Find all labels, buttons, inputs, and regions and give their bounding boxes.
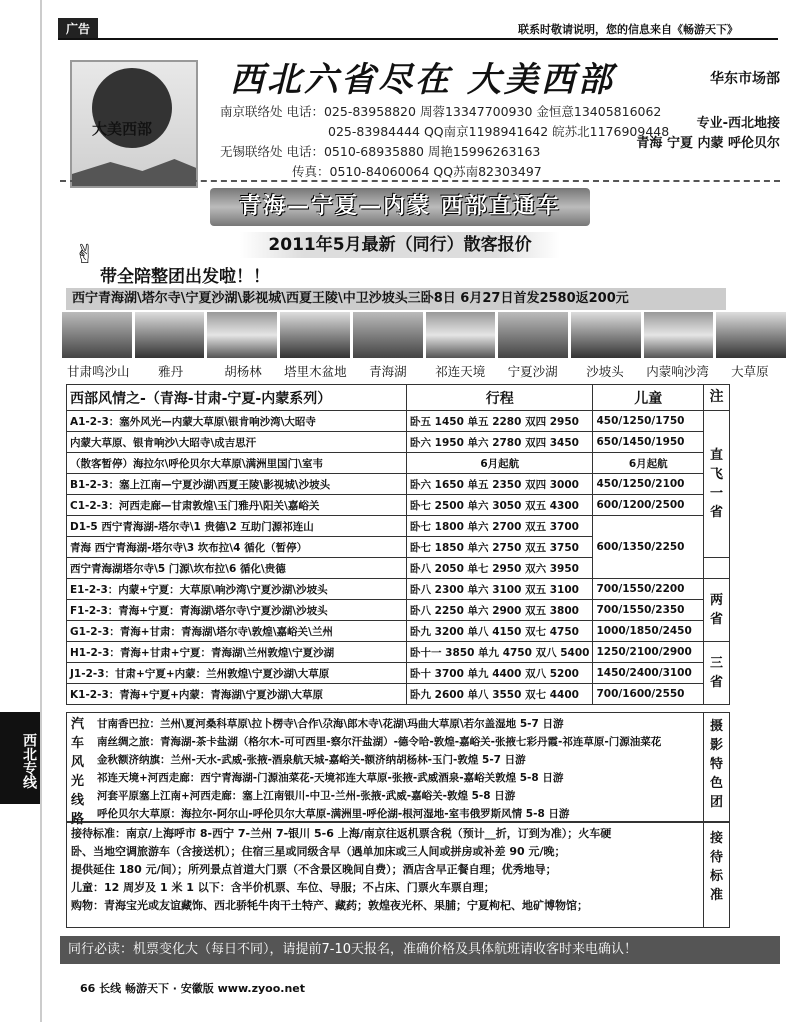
photo: [426, 312, 496, 358]
cell: C1-2-3：河西走廊—甘肃敦煌\玉门雅丹\阳关\嘉峪关: [67, 495, 407, 516]
note-blank: [704, 558, 730, 579]
banner-subtitle: 2011年5月最新（同行）散客报价: [240, 232, 560, 258]
col-itinerary: 行程: [407, 385, 593, 411]
photo: [353, 312, 423, 358]
cell: 卧六 1650 单五 2350 双四 3000: [407, 474, 593, 495]
table-row: [67, 621, 730, 642]
hand-icon: ✌: [74, 240, 96, 270]
cell: 1450/2400/3100: [593, 663, 704, 684]
cell: 1250/2100/2900: [593, 642, 704, 663]
photo-tour-label: 摄影特色团: [703, 713, 729, 821]
bus-routes-list: [97, 715, 661, 823]
photo: [716, 312, 786, 358]
photo: [571, 312, 641, 358]
caption: 青海湖: [369, 364, 407, 379]
logo: [70, 60, 198, 188]
col-note: 注: [704, 385, 730, 411]
featured-route: 西宁青海湖\塔尔寺\宁夏沙湖\影视城\西夏王陵\中卫沙坡头三卧8日 6月27日首发2580返200元: [66, 288, 726, 310]
cell: 600/1350/2250: [593, 516, 704, 579]
list-item: 祁连天境+河西走廊：西宁青海湖-门源油菜花-天境祁连大草原-张掖-武威酒泉-嘉峪关敦煌 5-8 日游: [97, 772, 564, 784]
ad-tag: 广告: [58, 18, 98, 38]
cell: 卧九 2600 单八 3550 双七 4400: [407, 684, 593, 705]
table-row: [67, 663, 730, 684]
standard-line: 提供延住 180 元/间）；所列景点首道大门票（不含景区晚间自费）；酒店含早正餐自理；优秀地导；: [71, 863, 557, 876]
agency-title: 西北六省尽在 大美西部: [230, 60, 615, 100]
caption: 宁夏沙湖: [507, 364, 558, 379]
table-row: [67, 579, 730, 600]
market-label: 华东市场部: [710, 71, 780, 87]
source-notice: 联系时敬请说明，您的信息来自《畅游天下》: [518, 23, 738, 36]
table-row: [67, 516, 730, 537]
list-item: 甘南香巴拉：兰州\夏河桑科草原\拉卜楞寺\合作\尕海\郎木寺\花湖\玛曲大草原\若尔盖湿地 5-7 日游: [97, 718, 564, 730]
caption: 沙坡头: [586, 364, 624, 379]
cell: 450/1250/1750: [593, 411, 704, 432]
table-row: [67, 453, 730, 474]
table-row: [67, 600, 730, 621]
cell: 650/1450/1950: [593, 432, 704, 453]
table-row: [67, 684, 730, 705]
cell: 700/1550/2200: [593, 579, 704, 600]
bus-routes-label: 汽车风光线路: [71, 717, 85, 827]
cell: 6月起航: [407, 453, 593, 474]
cell: 青海 西宁青海湖-塔尔寺\3 坎布拉\4 循化（暂停）: [67, 537, 407, 558]
caption: 塔里木盆地: [284, 364, 347, 379]
contact-info: [220, 102, 669, 182]
footer-notice: 同行必读：机票变化大（每日不同），请提前7-10天报名，准确价格及具体航班请收客时来电确认！: [60, 936, 780, 964]
photo: [644, 312, 714, 358]
cell: 西宁青海湖塔尔寺\5 门源\坎布拉\6 循化\贵德: [67, 558, 407, 579]
table-row: [67, 432, 730, 453]
list-item: 金秋额济纳旗：兰州-天水-武威-张掖-酒泉航天城-嘉峪关-额济纳胡杨林-玉门-敦煌 5-7 日游: [97, 754, 526, 766]
nanjing-contact: 南京联络处 电话：025-83958820 周蓉13347700930 金恒意13405816062: [220, 104, 662, 119]
caption: 大草原: [731, 364, 769, 379]
cell: 700/1550/2350: [593, 600, 704, 621]
table-row: [67, 642, 730, 663]
photo: [62, 312, 132, 358]
cell: 卧十 3700 单九 4400 双八 5200: [407, 663, 593, 684]
caption: 胡杨林: [224, 364, 262, 379]
service-standards: [66, 822, 730, 928]
cell: 卧八 2300 单六 3100 双五 3100: [407, 579, 593, 600]
cell: D1-5 西宁青海湖-塔尔寺\1 贵德\2 互助门源祁连山: [67, 516, 407, 537]
specialty-line2: 青海 宁夏 内蒙 呼伦贝尔: [636, 136, 780, 151]
photo: [207, 312, 277, 358]
banner-title: 青海—宁夏—内蒙 西部直通车: [210, 188, 590, 226]
caption: 祁连天境: [435, 364, 486, 379]
section-tab: 西北专线: [0, 712, 40, 804]
cell: B1-2-3：塞上江南—宁夏沙湖\西夏王陵\影视城\沙坡头: [67, 474, 407, 495]
note-three: 三省: [704, 642, 730, 705]
photo-captions: [62, 362, 786, 380]
cell: E1-2-3：内蒙+宁夏：大草原\响沙湾\宁夏沙湖\沙坡头: [67, 579, 407, 600]
photo: [135, 312, 205, 358]
shopping-info: 购物：青海宝光或友谊藏饰、西北骄牦牛肉干土特产、藏药；敦煌夜光杯、果脯；宁夏枸杞、地矿博物馆；: [71, 899, 588, 912]
cell: A1-2-3：塞外风光—内蒙大草原\银肯响沙湾\大昭寺: [67, 411, 407, 432]
photo: [280, 312, 350, 358]
cell: J1-2-3：甘肃+宁夏+内蒙：兰州敦煌\宁夏沙湖\大草原: [67, 663, 407, 684]
wuxi-contact: 无锡联络处 电话：0510-68935880 周艳15996263163: [220, 144, 541, 159]
cell: （散客暂停）海拉尔\呼伦贝尔大草原\满洲里国门\室韦: [67, 453, 407, 474]
top-bar: [58, 18, 778, 40]
cell: 卧十一 3850 单九 4750 双八 5400: [407, 642, 593, 663]
cell: 内蒙大草原、银肯响沙\大昭寺\成吉思汗: [67, 432, 407, 453]
list-item: 呼伦贝尔大草原：海拉尔-阿尔山-呼伦贝尔大草原-满洲里-呼伦湖-根河湿地-室韦俄罗斯风情 5-8 日游: [97, 808, 570, 820]
cell: 700/1600/2550: [593, 684, 704, 705]
price-table: [66, 384, 730, 705]
divider: [60, 180, 780, 182]
escort-heading: 带全陪整团出发啦！！: [100, 267, 270, 287]
caption: 甘肃鸣沙山: [66, 364, 130, 379]
cell: K1-2-3：青海+宁夏+内蒙：青海湖\宁夏沙湖\大草原: [67, 684, 407, 705]
nanjing-contact-2: 025-83984444 QQ南京1198941642 皖苏北1176909448: [328, 124, 670, 139]
table-row: [67, 474, 730, 495]
note-direct: 直飞一省: [704, 411, 730, 558]
photo-strip: [62, 312, 786, 358]
table-row: [67, 411, 730, 432]
cell: 卧六 1950 单六 2780 双四 3450: [407, 432, 593, 453]
standard-line: 接待标准：南京/上海呼市 8-西宁 7-兰州 7-银川 5-6 上海/南京往返机票含税（预计__折，订到为准）；火车硬: [71, 827, 612, 840]
cell: 卧九 3200 单八 4150 双七 4750: [407, 621, 593, 642]
cell: 450/1250/2100: [593, 474, 704, 495]
logo-text: 大美西部: [92, 120, 153, 138]
caption: 雅丹: [158, 364, 184, 379]
child-policy: 儿童：12 周岁及 1 米 1 以下：含半价机票、车位、导服；不占床、门票火车票自理；: [71, 881, 495, 894]
cell: 卧八 2050 单七 2950 双六 3950: [407, 558, 593, 579]
col-series: 西部风情之-（青海-甘肃-宁夏-内蒙系列）: [67, 385, 407, 411]
cell: 600/1200/2500: [593, 495, 704, 516]
specialty-line1: 专业-西北地接: [696, 116, 780, 131]
cell: 卧五 1450 单五 2280 双四 2950: [407, 411, 593, 432]
page-footer: 66 长线 畅游天下 · 安徽版 www.zyoo.net: [80, 982, 306, 995]
fax-contact: 传真：0510-84060064 QQ苏南82303497: [292, 164, 542, 179]
cell: F1-2-3：青海+宁夏：青海湖\塔尔寺\宁夏沙湖\沙坡头: [67, 600, 407, 621]
cell: 卧七 1850 单六 2750 双五 3750: [407, 537, 593, 558]
standards-label: 接待标准: [703, 823, 729, 927]
cell: 卧八 2250 单六 2900 双五 3800: [407, 600, 593, 621]
list-item: 河套平原塞上江南+河西走廊：塞上江南银川-中卫-兰州-张掖-武威-嘉峪关-敦煌 5-8 日游: [97, 790, 516, 802]
cell: 1000/1850/2450: [593, 621, 704, 642]
cell: G1-2-3：青海+甘肃：青海湖\塔尔寺\敦煌\嘉峪关\兰州: [67, 621, 407, 642]
standard-line: 卧、当地空调旅游车（含接送机）；住宿三星或同级含早（遇单加床或三人间或拼房或补差 90 元/晚；: [71, 845, 566, 858]
cell: 6月起航: [593, 453, 704, 474]
caption: 内蒙响沙湾: [646, 364, 709, 379]
cell: 卧七 1800 单六 2700 双五 3700: [407, 516, 593, 537]
photo: [498, 312, 568, 358]
cell: H1-2-3：青海+甘肃+宁夏：青海湖\兰州敦煌\宁夏沙湖: [67, 642, 407, 663]
table-row: [67, 495, 730, 516]
bus-routes: [66, 712, 730, 827]
specialty: [636, 114, 780, 154]
agency-header: [60, 44, 780, 180]
cell: 卧七 2500 单六 3050 双五 4300: [407, 495, 593, 516]
page-edge: [40, 0, 42, 1022]
list-item: 南丝绸之旅：青海湖-茶卡盐湖（格尔木-可可西里-察尔汗盐湖）-德令哈-敦煌-嘉峪关-张掖七彩丹霞-祁连草原-门源油菜花: [97, 736, 662, 748]
col-child: 儿童: [593, 385, 704, 411]
note-two: 两省: [704, 579, 730, 642]
table-header: [67, 385, 730, 411]
